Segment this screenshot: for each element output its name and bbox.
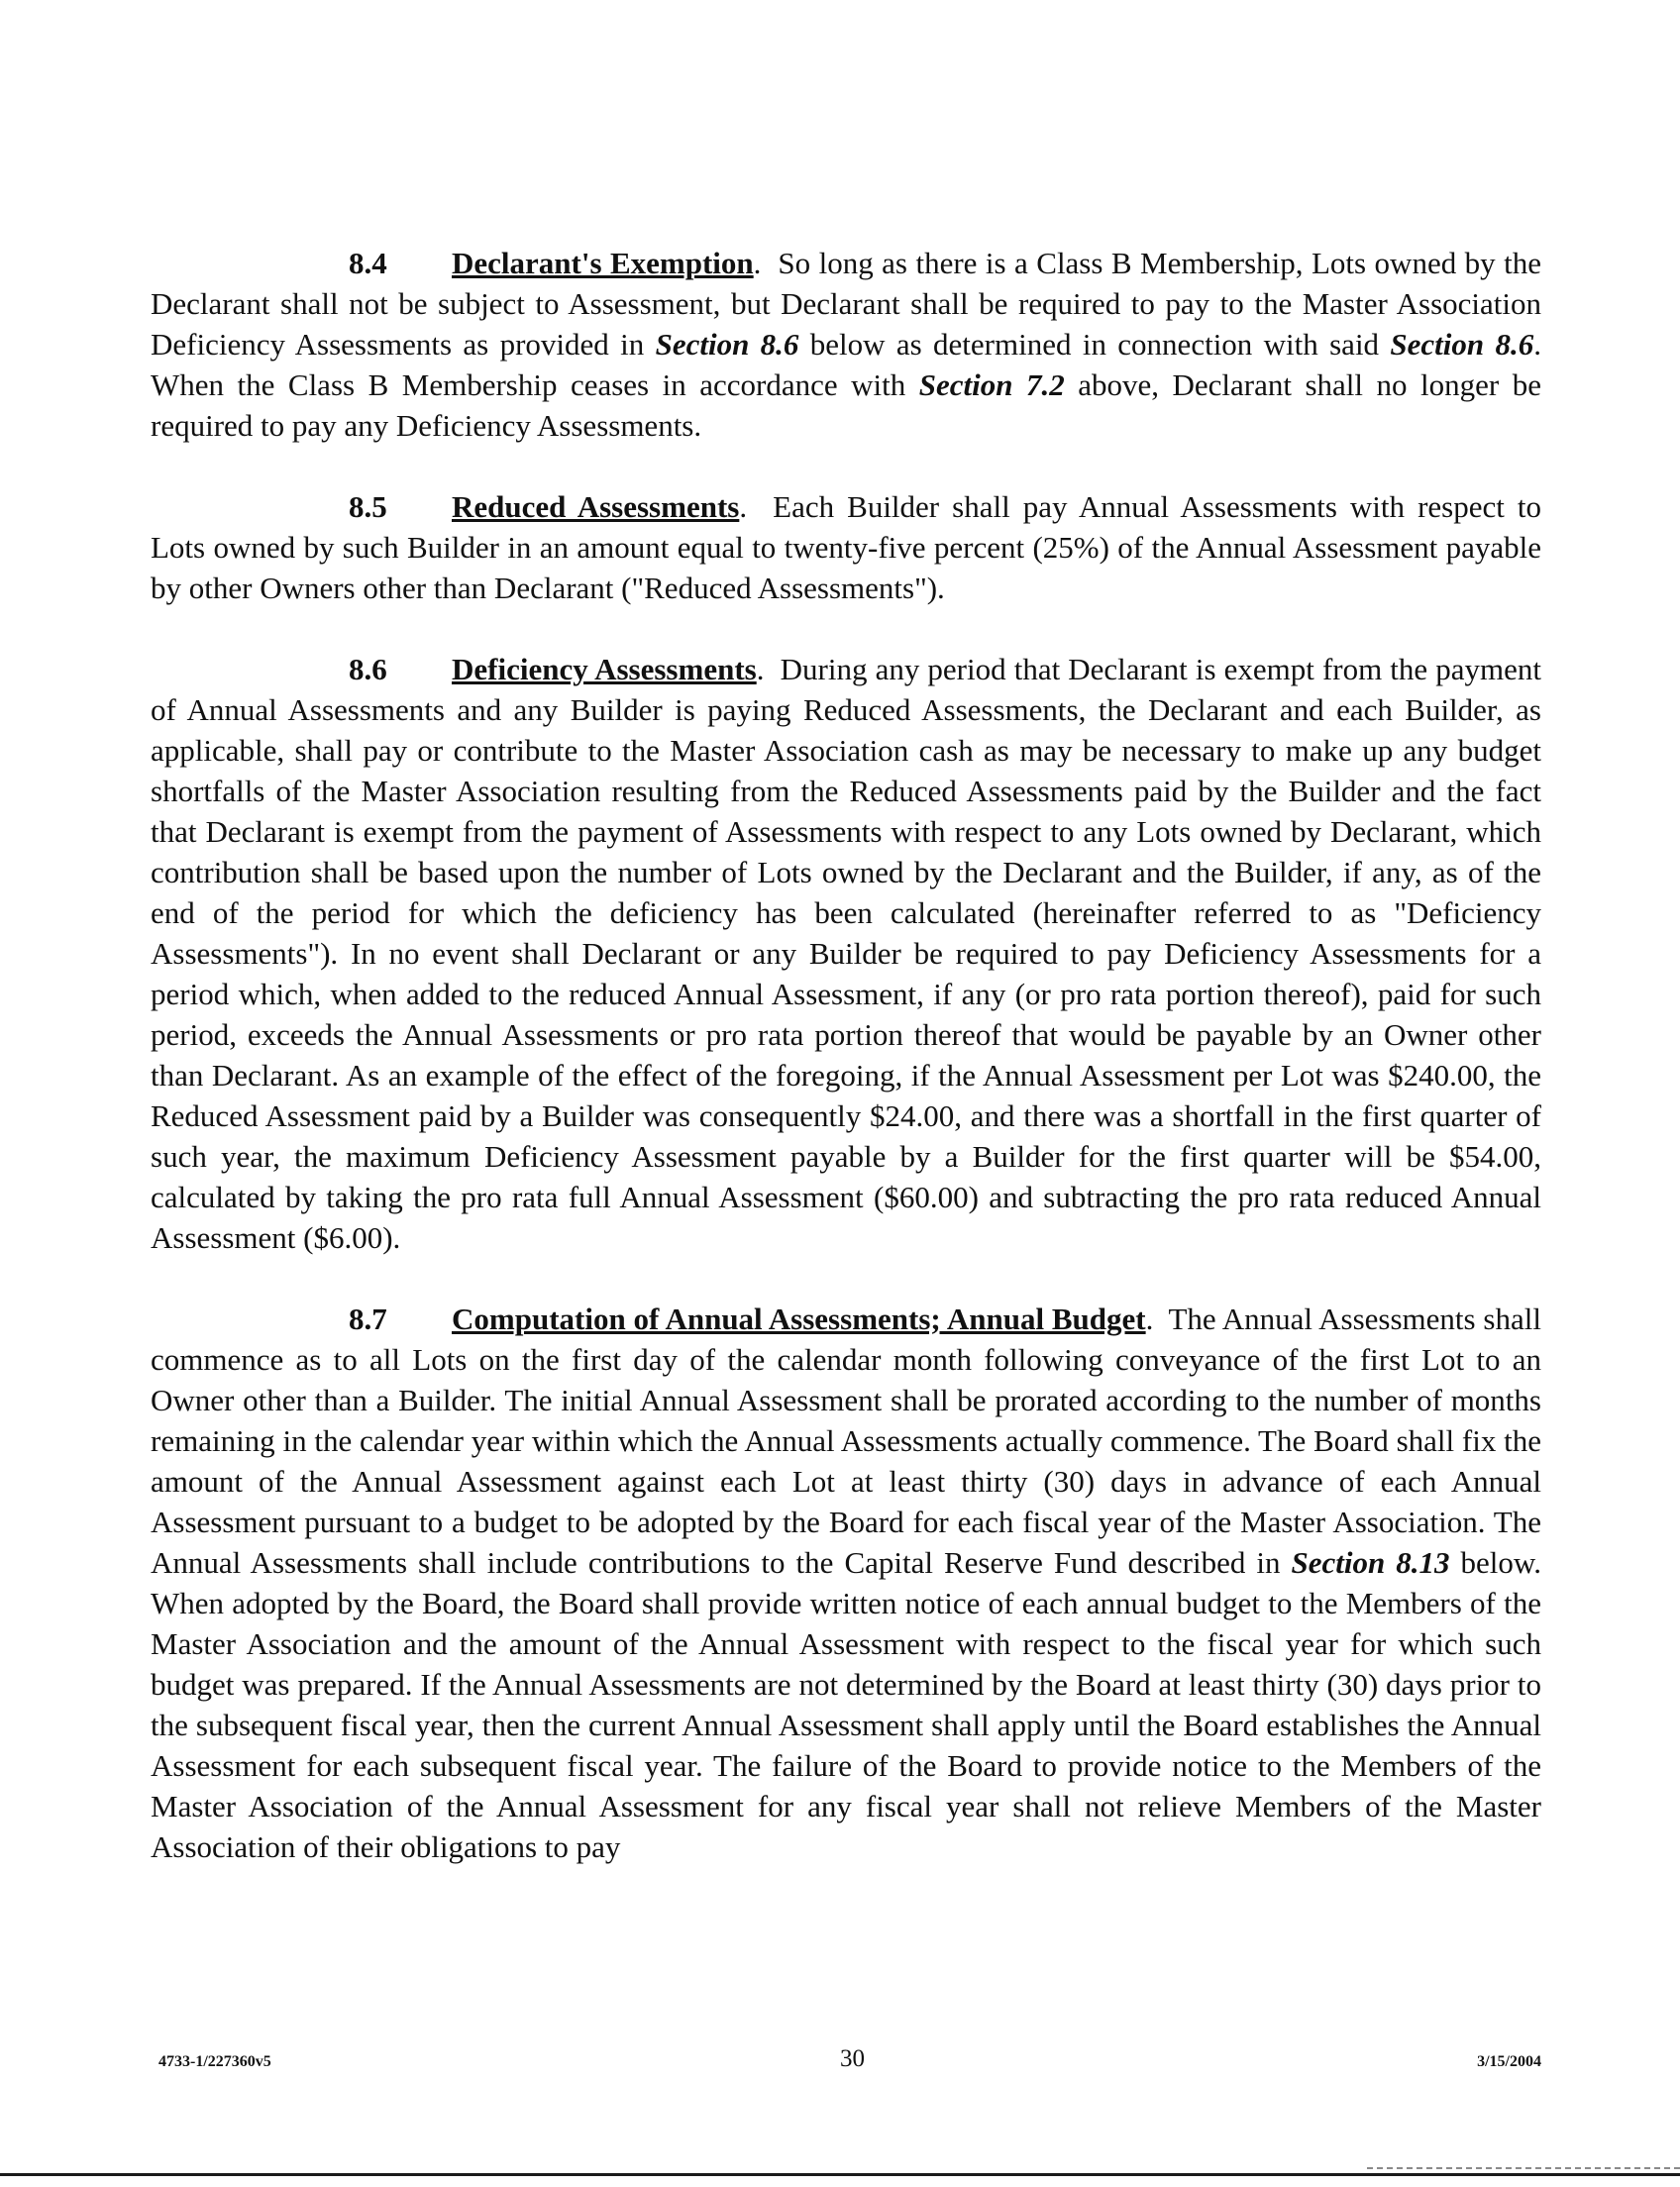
section-text: below as determined in connection with said bbox=[798, 327, 1391, 362]
page-number: 30 bbox=[840, 2045, 865, 2072]
section-heading: Declarant's Exemption bbox=[452, 246, 754, 280]
section-text: The Annual Assessments shall commence as to all Lots on the first day of the calendar month following conveyance of the first Lot to an Owner other than a Builder. The initial Annual Assessment shall be prorated according to the number of months remaining in the calendar year within which the Annual Assessments actually commence. The Board shall fix the amount of the Annual Assessment against each Lot at least thirty (30) days in advance of each Annual Assessment pursuant to a budget to be adopted by the Board for each fiscal year of the Master Association. The Annual Assessments shall include contributions to the Capital Reserve Fund described in bbox=[151, 1302, 1541, 1580]
section-reference: Section 8.6 bbox=[655, 327, 799, 362]
section-text: . When the Class B Membership ceases in accordance with bbox=[151, 327, 1541, 402]
document-date: 3/15/2004 bbox=[1477, 2053, 1541, 2070]
scan-bottom-rule bbox=[0, 2173, 1680, 2176]
section-8-6: 8.6 Deficiency Assessments. During any period that Declarant is exempt from the payment of Annual Assessments and any Builder is paying Reduced Assessments, the Declarant and each Builder, as applicable, shall pay or contribute to the Master Association cash as may be necessary to make up any budget shortfalls of the Master Association resulting from the Reduced Assessments paid by the Builder and the fact that Declarant is exempt from the payment of Assessments with respect to any Lots owned by Declarant, which contribution shall be based upon the number of Lots owned by the Declarant and the Builder, if any, as of the end of the period for which the deficiency has been calculated (hereinafter referred to as "Deficiency Assessments"). In no event shall Declarant or any Builder be required to pay Deficiency Assessments for a period which, when added to the reduced Annual Assessment, if any (or pro rata portion thereof), paid for such period, exceeds the Annual Assessments or pro rata portion thereof that would be payable by an Owner other than Declarant. As an example of the effect of the foregoing, if the Annual Assessment per Lot was $240.00, the Reduced Assessment paid by a Builder was consequently $24.00, and there was a shortfall in the first quarter of such year, the maximum Deficiency Assessment payable by a Builder for the first quarter will be $54.00, calculated by taking the pro rata full Annual Assessment ($60.00) and subtracting the pro rata reduced Annual Assessment ($6.00). bbox=[151, 649, 1541, 1258]
document-body bbox=[151, 243, 1541, 1867]
section-8-7: 8.7 Computation of Annual Assessments; Annual Budget. The Annual Assessments shall commence as to all Lots on the first day of the calendar month following conveyance of the first Lot to an Owner other than a Builder. The initial Annual Assessment shall be prorated according to the number of months remaining in the calendar year within which the Annual Assessments actually commence. The Board shall fix the amount of the Annual Assessment against each Lot at least thirty (30) days in advance of each Annual Assessment pursuant to a budget to be adopted by the Board for each fiscal year of the Master Association. The Annual Assessments shall include contributions to the Capital Reserve Fund described in Section 8.13 below. When adopted by the Board, the Board shall provide written notice of each annual budget to the Members of the Master Association and the amount of the Annual Assessment with respect to the fiscal year for which such budget was prepared. If the Annual Assessments are not determined by the Board at least thirty (30) days prior to the subsequent fiscal year, then the current Annual Assessment shall apply until the Board establishes the Annual Assessment for each subsequent fiscal year. The failure of the Board to provide notice to the Members of the Master Association of the Annual Assessment for any fiscal year shall not relieve Members of the Master Association of their obligations to pay bbox=[151, 1299, 1541, 1867]
section-text: below. When adopted by the Board, the Board shall provide written notice of each annual budget to the Members of the Master Association and the amount of the Annual Assessment with respect to the fiscal year for which such budget was prepared. If the Annual Assessments are not determined by the Board at least thirty (30) days prior to the subsequent fiscal year, then the current Annual Assessment shall apply until the Board establishes the Annual Assessment for each subsequent fiscal year. The failure of the Board to provide notice to the Members of the Master Association of the Annual Assessment for any fiscal year shall not relieve Members of the Master Association of their obligations to pay bbox=[151, 1545, 1542, 1864]
scan-dotted-rule bbox=[1367, 2167, 1680, 2169]
section-text: above, Declarant shall no longer be required to pay any Deficiency Assessments. bbox=[151, 367, 1541, 443]
section-reference: Section 7.2 bbox=[918, 367, 1065, 402]
section-number: 8.5 bbox=[349, 489, 387, 524]
section-heading: Computation of Annual Assessments; Annual Budget bbox=[452, 1302, 1146, 1336]
document-id: 4733-1/227360v5 bbox=[158, 2053, 271, 2070]
section-heading: Deficiency Assessments bbox=[452, 652, 757, 686]
section-8-4: 8.4 Declarant's Exemption. So long as there is a Class B Membership, Lots owned by the Declarant shall not be subject to Assessment, but Declarant shall be required to pay to the Master Association Deficiency Assessments as provided in Section 8.6 below as determined in connection with said Section 8.6. When the Class B Membership ceases in accordance with Section 7.2 above, Declarant shall no longer be required to pay any Deficiency Assessments. bbox=[151, 243, 1541, 446]
section-number: 8.7 bbox=[349, 1302, 387, 1336]
section-number: 8.4 bbox=[349, 246, 387, 280]
section-heading: Reduced Assessments bbox=[452, 489, 740, 524]
section-text: Each Builder shall pay Annual Assessments with respect to Lots owned by such Builder in an amount equal to twenty-five percent (25%) of the Annual Assessment payable by other Owners other than Declarant ("Reduced Assessments"). bbox=[151, 489, 1541, 605]
section-reference: Section 8.13 bbox=[1291, 1545, 1450, 1580]
section-reference: Section 8.6 bbox=[1390, 327, 1534, 362]
section-text: During any period that Declarant is exempt from the payment of Annual Assessments and any Builder is paying Reduced Assessments, the Declarant and each Builder, as applicable, shall pay or contribute to the Master Association cash as may be necessary to make up any budget shortfalls of the Master Association resulting from the Reduced Assessments paid by the Builder and the fact that Declarant is exempt from the payment of Assessments with respect to any Lots owned by Declarant, which contribution shall be based upon the number of Lots owned by the Declarant and the Builder, if any, as of the end of the period for which the deficiency has been calculated (hereinafter referred to as "Deficiency Assessments"). In no event shall Declarant or any Builder be required to pay Deficiency Assessments for a period which, when added to the reduced Annual Assessment, if any (or pro rata portion thereof), paid for such period, exceeds the Annual Assessments or pro rata portion thereof that would be payable by an Owner other than Declarant. As an example of the effect of the foregoing, if the Annual Assessment per Lot was $240.00, the Reduced Assessment paid by a Builder was consequently $24.00, and there was a shortfall in the first quarter of such year, the maximum Deficiency Assessment payable by a Builder for the first quarter will be $54.00, calculated by taking the pro rata full Annual Assessment ($60.00) and subtracting the pro rata reduced Annual Assessment ($6.00). bbox=[151, 652, 1541, 1255]
section-8-5: 8.5 Reduced Assessments. Each Builder shall pay Annual Assessments with respect to Lots owned by such Builder in an amount equal to twenty-five percent (25%) of the Annual Assessment payable by other Owners other than Declarant ("Reduced Assessments"). bbox=[151, 486, 1541, 608]
section-text: So long as there is a Class B Membership, Lots owned by the Declarant shall not be subject to Assessment, but Declarant shall be required to pay to the Master Association Deficiency Assessments as provided in bbox=[151, 246, 1542, 362]
section-number: 8.6 bbox=[349, 652, 387, 686]
